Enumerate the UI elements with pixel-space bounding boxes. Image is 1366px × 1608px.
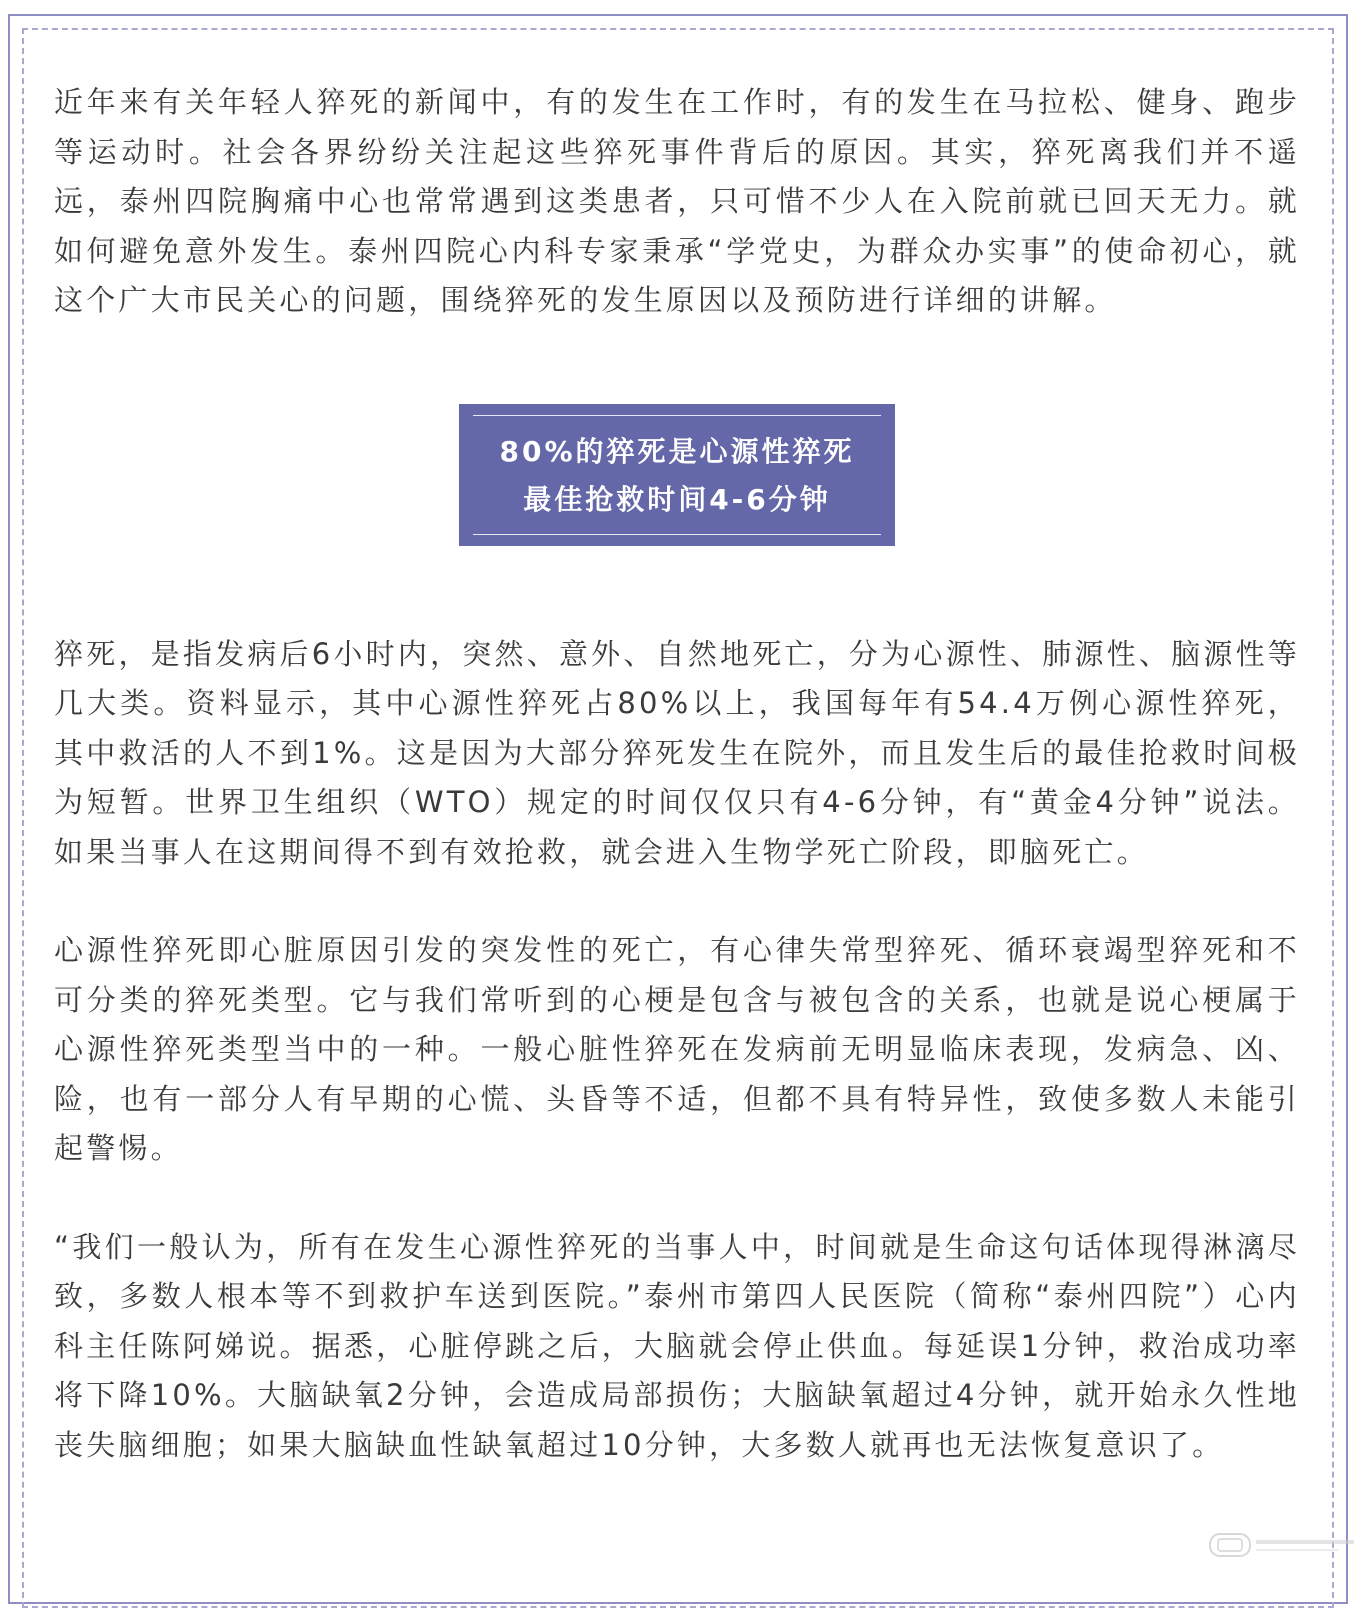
paragraph-quote: “我们一般认为，所有在发生心源性猝死的当事人中，时间就是生命这句话体现得淋漓尽致，多数人根本等不到救护车送到医院。”泰州市第四人民医院（简称“泰州四院”）心内科主任陈阿娣说。据悉，心脏停跳之后，大脑就会停止供血。每延误1分钟，救治成功率将下降10%。大脑缺氧2分钟，会造成局部损伤；大脑缺氧超过4分钟，就开始永久性地丧失脑细胞；如果大脑缺血性缺氧超过10分钟，大多数人就再也无法恢复意识了。 xyxy=(54,1229,1300,1462)
paragraph-cardiac-types: 心源性猝死即心脏原因引发的突发性的死亡，有心律失常型猝死、循环衰竭型猝死和不可分类的猝死类型。它与我们常听到的心梗是包含与被包含的关系，也就是说心梗属于心源性猝死类型当中的一种。一般心脏性猝死在发病前无明显临床表现，发病急、凶、险，也有一部分人有早期的心慌、头昏等不适，但都不具有特异性，致使多数人未能引起警惕。 xyxy=(54,933,1300,1165)
paragraph-definition: 猝死，是指发病后6小时内，突然、意外、自然地死亡，分为心源性、肺源性、脑源性等几大类。资料显示，其中心源性猝死占80%以上，我国每年有54.4万例心源性猝死，其中救活的人不到1%。这是因为大部分猝死发生在院外，而且发生后的最佳抢救时间极为短暂。世界卫生组织（WTO）规定的时间仅仅只有4-6分钟，有“黄金4分钟”说法。如果当事人在这期间得不到有效抢救，就会进入生物学死亡阶段，即脑死亡。 xyxy=(54,636,1300,869)
banner-line-2: 最佳抢救时间4-6分钟 xyxy=(523,482,831,516)
section-banner-wrapper xyxy=(54,404,1300,546)
banner-line-1: 80%的猝死是心源性猝死 xyxy=(499,434,855,468)
banner-bottom-rule xyxy=(473,534,881,535)
article-body xyxy=(54,78,1300,1470)
section-banner xyxy=(459,404,895,546)
site-logo-icon xyxy=(1208,1528,1358,1562)
banner-text xyxy=(459,428,895,524)
banner-top-rule xyxy=(473,415,881,416)
paragraph-intro: 近年来有关年轻人猝死的新闻中，有的发生在工作时，有的发生在马拉松、健身、跑步等运动时。社会各界纷纷关注起这些猝死事件背后的原因。其实，猝死离我们并不遥远，泰州四院胸痛中心也常常遇到这类患者，只可惜不少人在入院前就已回天无力。就如何避免意外发生。泰州四院心内科专家秉承“学党史，为群众办实事”的使命初心，就这个广大市民关心的问题，围绕猝死的发生原因以及预防进行详细的讲解。 xyxy=(54,85,1300,317)
